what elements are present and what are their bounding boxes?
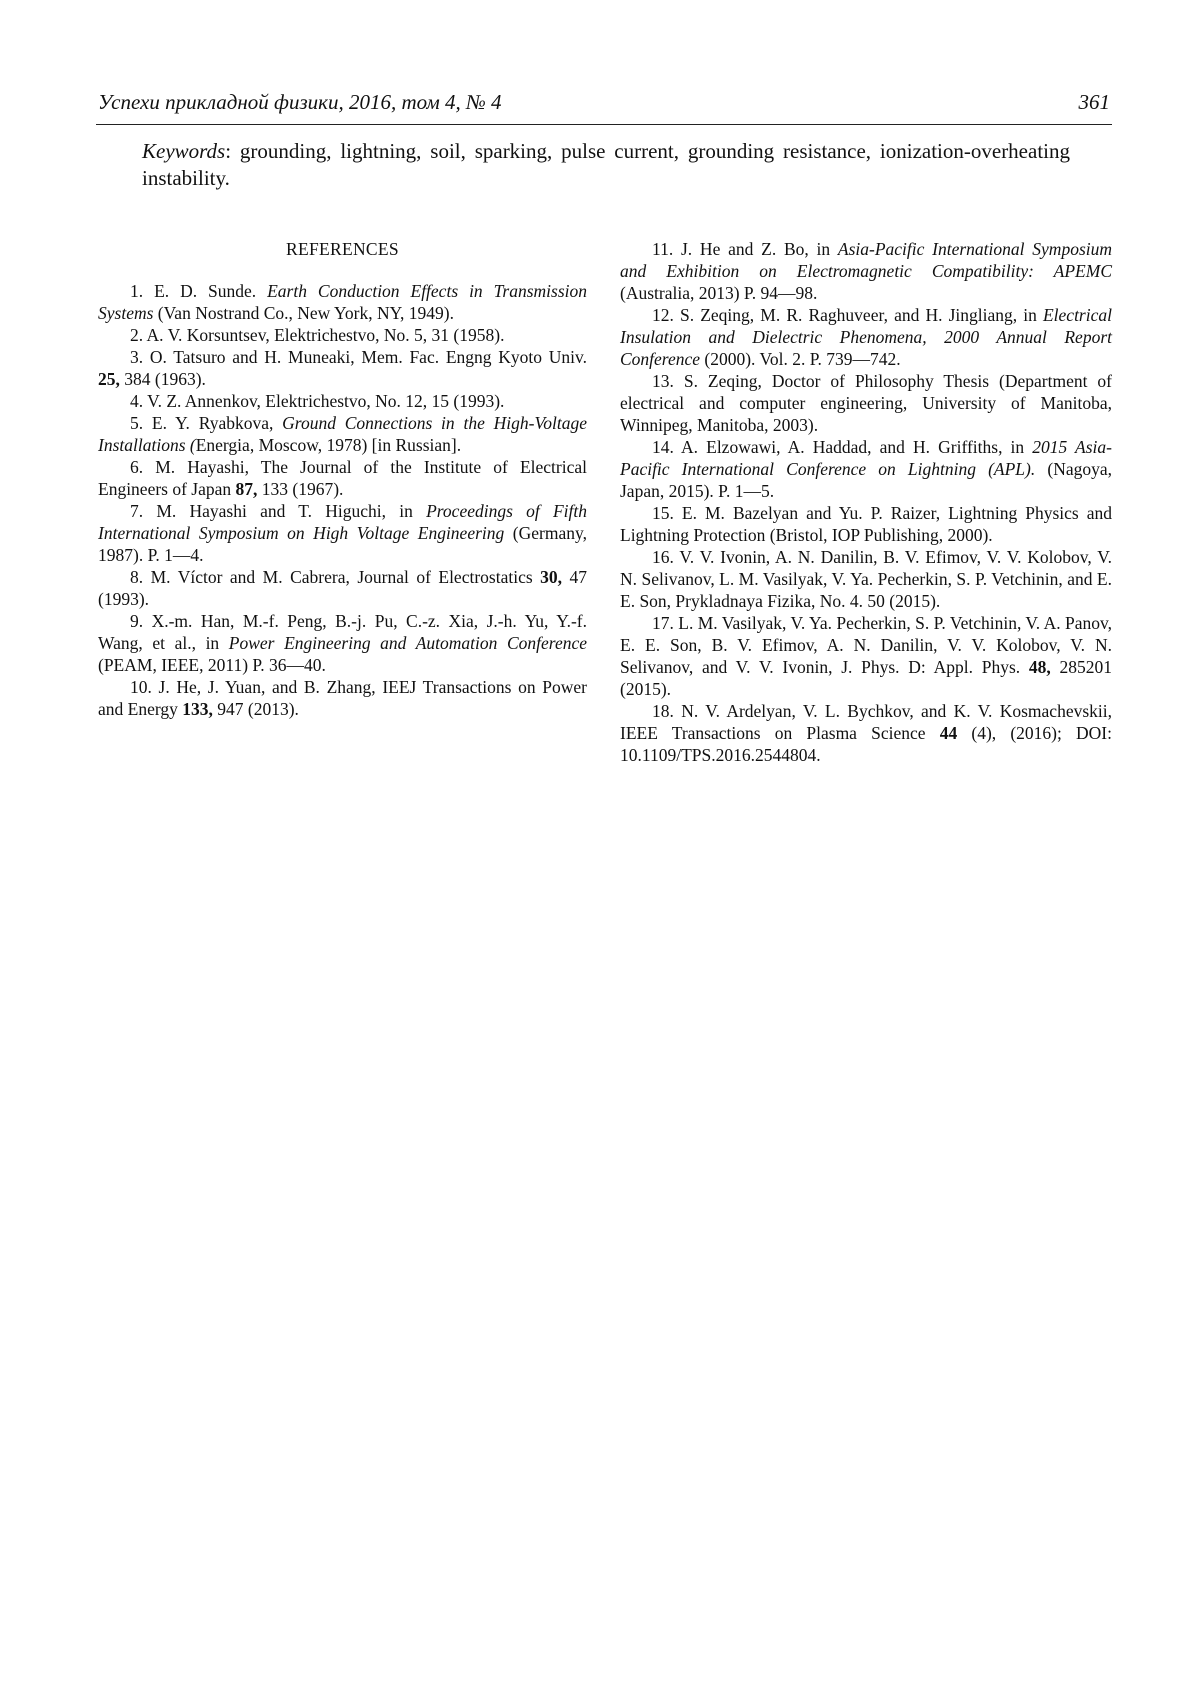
reference-text: 9. X.-m. Han, M.-f. Peng, B.-j. Pu, C.-z. Xia, J.-h. Yu, Y.-f. Wang, et al., in: [98, 611, 587, 653]
reference-entry: [98, 346, 587, 390]
references-heading: REFERENCES: [286, 239, 399, 259]
reference-text: 17. L. M. Vasilyak, V. Ya. Pecherkin, S. P. Vetchinin, V. A. Panov, E. E. Son, B. V. Efimov, A. N. Danilin, V. V. Kolobov, V. N. Selivanov, and V. V. Ivonin, J. Phys. D: Appl. Phys.: [620, 613, 1112, 677]
reference-entry: [98, 280, 587, 324]
reference-list-right: [620, 238, 1112, 766]
running-header: [96, 90, 1112, 125]
reference-text: (4), (2016); DOI: 10.1109/TPS.2016.2544804.: [620, 723, 1112, 765]
reference-entry: [98, 566, 587, 610]
reference-text: 18. N. V. Ardelyan, V. L. Bychkov, and K. V. Kosmachevskii, IEEE Transactions on Plasma Science: [620, 701, 1112, 743]
reference-entry: [620, 546, 1112, 612]
reference-text: Proceedings of Fifth International Symposium on High Voltage Engineering: [98, 501, 587, 543]
reference-text: 6. M. Hayashi, The Journal of the Institute of Electrical Engineers of Japan: [98, 457, 587, 499]
reference-text: Power Engineering and Automation Conference: [228, 633, 587, 653]
reference-text: (Germany, 1987). P. 1—4.: [98, 523, 587, 565]
reference-text: Earth Conduction Effects in Transmission Systems: [98, 281, 587, 323]
reference-text: 1. E. D. Sunde.: [130, 281, 268, 301]
reference-text: 87,: [235, 479, 258, 499]
reference-text: 3. O. Tatsuro and H. Muneaki, Mem. Fac. Engng Kyoto Univ.: [130, 347, 587, 367]
reference-text: (Australia, 2013) P. 94—98.: [620, 283, 818, 303]
reference-text: 47 (1993).: [98, 567, 587, 609]
reference-text: Asia-Pacific International Symposium and Exhibition on Electromagnetic Compatibility: APEMC: [620, 239, 1112, 281]
reference-entry: [620, 304, 1112, 370]
reference-text: 384 (1963).: [119, 369, 206, 389]
reference-text: 133 (1967).: [257, 479, 344, 499]
reference-entry: [620, 436, 1112, 502]
reference-entry: [620, 700, 1112, 766]
reference-text: 16. V. V. Ivonin, A. N. Danilin, B. V. Efimov, V. V. Kolobov, V. N. Selivanov, L. M. Vasilyak, V. Ya. Pecherkin, S. P. Vetchinin, and E. E. Son, Prykladnaya Fizika, No. 4. 50 (2015).: [620, 547, 1112, 611]
reference-text: 44: [939, 723, 958, 743]
reference-entry: [98, 390, 587, 412]
reference-entry: [98, 324, 587, 346]
references-left-column: [98, 238, 587, 720]
reference-text: 5. E. Y. Ryabkova,: [130, 413, 283, 433]
reference-text: Ground Connections in the High-Voltage Installations (: [98, 413, 587, 455]
reference-text: 8. M. Víctor and M. Cabrera, Journal of Electrostatics: [130, 567, 541, 587]
keywords-paragraph: [142, 138, 1070, 192]
references-right-column: [620, 238, 1112, 766]
reference-text: Energia, Moscow, 1978) [in Russian].: [195, 435, 462, 455]
reference-text: 2. A. V. Korsuntsev, Elektrichestvo, No. 5, 31 (1958).: [130, 325, 505, 345]
reference-entry: [98, 676, 587, 720]
reference-text: 7. M. Hayashi and T. Higuchi, in: [130, 501, 427, 521]
reference-text: 48,: [1028, 657, 1051, 677]
reference-list-left: [98, 280, 587, 720]
reference-entry: [620, 238, 1112, 304]
reference-text: 947 (2013).: [212, 699, 299, 719]
journal-citation: Успехи прикладной физики, 2016, том 4, № 4: [98, 90, 502, 114]
keywords-text: : grounding, lightning, soil, sparking, pulse current, grounding resistance, ionization-overheating instability.: [142, 139, 1070, 190]
reference-text: 30,: [540, 567, 563, 587]
reference-text: 13. S. Zeqing, Doctor of Philosophy Thesis (Department of electrical and computer engineering, University of Manitoba, Winnipeg, Manitoba, 2003).: [620, 371, 1112, 435]
reference-text: 4. V. Z. Annenkov, Elektrichestvo, No. 12, 15 (1993).: [130, 391, 505, 411]
reference-entry: [620, 612, 1112, 700]
reference-text: 10. J. He, J. Yuan, and B. Zhang, IEEJ Transactions on Power and Energy: [98, 677, 587, 719]
page-number: 361: [1078, 90, 1110, 114]
reference-entry: [98, 500, 587, 566]
reference-text: Electrical Insulation and Dielectric Phenomena, 2000 Annual Report Conference: [620, 305, 1112, 369]
reference-text: 12. S. Zeqing, M. R. Raghuveer, and H. Jingliang, in: [652, 305, 1043, 325]
reference-text: 2015 Asia-Pacific International Conference on Lightning (APL).: [620, 437, 1112, 479]
reference-entry: [98, 456, 587, 500]
reference-text: 15. E. M. Bazelyan and Yu. P. Raizer, Lightning Physics and Lightning Protection (Bristol, IOP Publishing, 2000).: [620, 503, 1112, 545]
reference-entry: [620, 502, 1112, 546]
reference-text: 11. J. He and Z. Bo, in: [652, 239, 838, 259]
reference-text: (Van Nostrand Co., New York, NY, 1949).: [153, 303, 454, 323]
reference-text: 133,: [182, 699, 213, 719]
reference-entry: [98, 412, 587, 456]
reference-entry: [620, 370, 1112, 436]
reference-entry: [98, 610, 587, 676]
reference-text: 14. A. Elzowawi, A. Haddad, and H. Griffiths, in: [652, 437, 1033, 457]
reference-text: (Nagoya, Japan, 2015). P. 1—5.: [620, 459, 1112, 501]
reference-text: (2000). Vol. 2. P. 739—742.: [700, 349, 901, 369]
reference-text: 25,: [98, 369, 120, 389]
reference-text: 285201 (2015).: [620, 657, 1112, 699]
keywords-label: Keywords: [142, 139, 226, 163]
reference-text: (PEAM, IEEE, 2011) P. 36—40.: [98, 655, 326, 675]
